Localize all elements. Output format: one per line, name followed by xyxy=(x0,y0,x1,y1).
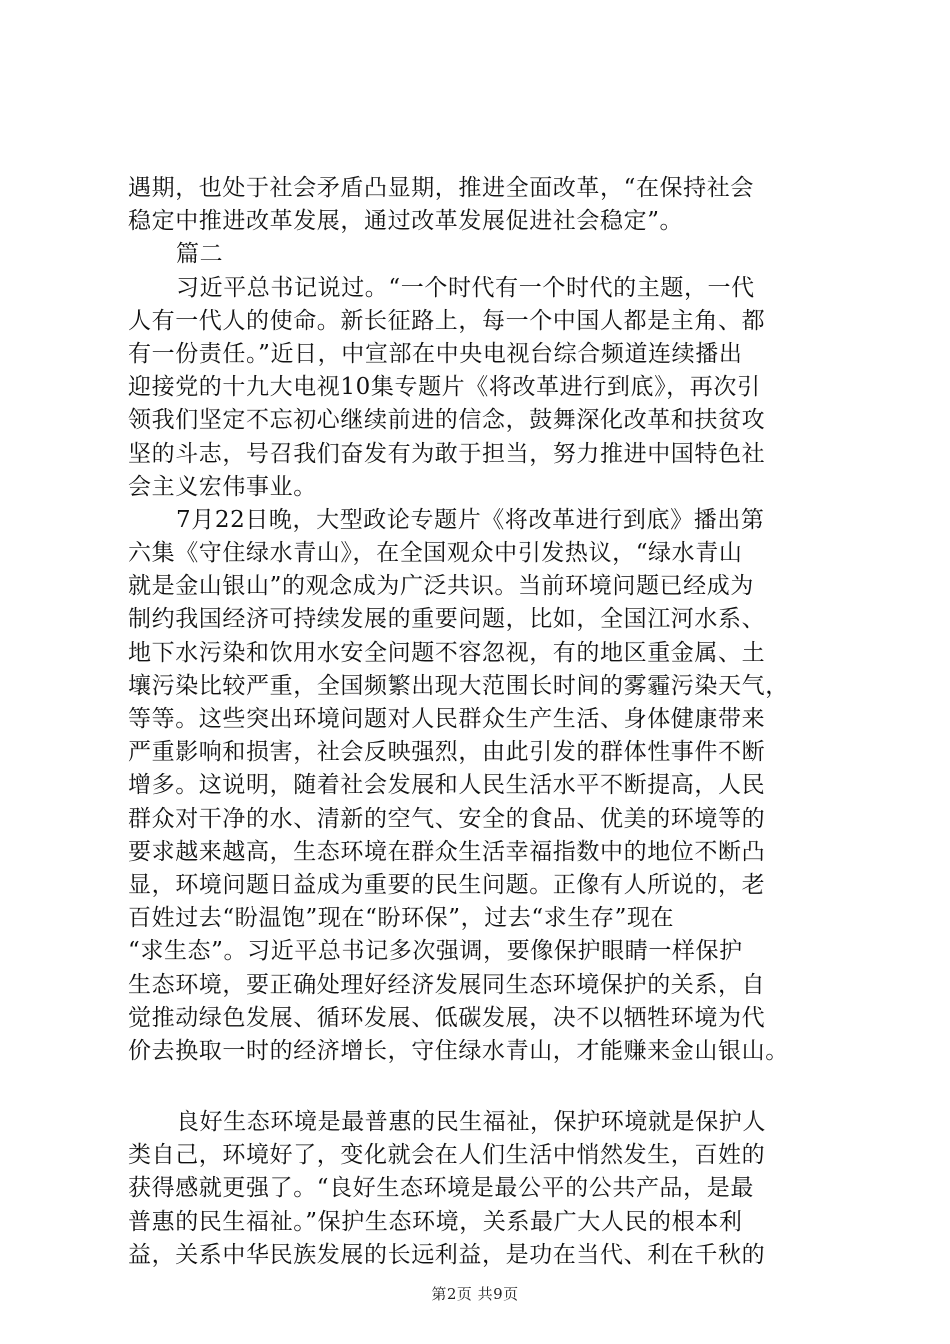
section-heading xyxy=(128,238,828,271)
text-line: 地下水污染和饮用水安全问题不容忽视，有的地区重金属、土 xyxy=(128,639,766,666)
text-line: 制约我国经济可持续发展的重要问题，比如，全国江河水系、 xyxy=(128,606,766,633)
text-line: “求生态”。习近平总书记多次强调，要像保护眼睛一样保护 xyxy=(128,938,743,965)
text-line: 稳定中推进改革发展，通过改革发展促进社会稳定”。 xyxy=(128,208,684,235)
text-line: 普惠的民生福祉。”保护生态环境，关系最广大人民的根本利 xyxy=(128,1208,743,1235)
text-line: 等等。这些突出环境问题对人民群众生产生活、身体健康带来 xyxy=(128,706,766,732)
paragraph xyxy=(128,272,828,504)
text-line: 百姓过去“盼温饱”现在“盼环保”，过去“求生存”现在 xyxy=(128,905,675,932)
paragraph xyxy=(128,504,828,1068)
text-line: 六集《守住绿水青山》，在全国观众中引发热议，“绿水青山 xyxy=(128,540,743,567)
text-line: 有一份责任。”近日，中宣部在中央电视台综合频道连续播出 xyxy=(128,340,743,367)
text-line: 篇二 xyxy=(176,241,224,268)
text-line: 遇期，也处于社会矛盾凸显期，推进全面改革，“在保持社会 xyxy=(128,175,754,201)
text-line: 获得感就更强了。“良好生态环境是最公平的公共产品，是最 xyxy=(128,1175,754,1202)
text-line: 壤污染比较严重，全国频繁出现大范围长时间的雾霾污染天气， xyxy=(128,672,789,699)
paragraph-gap xyxy=(128,1068,828,1106)
text-line: 7月22日晚，大型政论专题片《将改革进行到底》播出第 xyxy=(176,506,765,533)
text-line: 良好生态环境是最普惠的民生福祉，保护环境就是保护人 xyxy=(176,1109,766,1136)
page-footer: 第2页 共9页 xyxy=(431,1285,519,1303)
text-line: 要求越来越高，生态环境在群众生活幸福指数中的地位不断凸 xyxy=(128,838,766,865)
text-line: 严重影响和损害，社会反映强烈，由此引发的群体性事件不断 xyxy=(128,739,766,766)
text-line: 群众对干净的水、清新的空气、安全的食品、优美的环境等的 xyxy=(128,805,766,832)
text-line: 显，环境问题日益成为重要的民生问题。正像有人所说的，老 xyxy=(128,871,766,898)
text-line: 觉推动绿色发展、循环发展、低碳发展，决不以牺牲环境为代 xyxy=(128,1004,766,1031)
text-line: 类自己，环境好了，变化就会在人们生活中悄然发生，百姓的 xyxy=(128,1142,766,1169)
text-line: 生态环境，要正确处理好经济发展同生态环境保护的关系，自 xyxy=(128,971,766,998)
text-line: 坚的斗志，号召我们奋发有为敢于担当，努力推进中国特色社 xyxy=(128,440,766,467)
paragraph xyxy=(128,172,828,238)
text-line: 习近平总书记说过。“一个时代有一个时代的主题，一代 xyxy=(176,274,755,301)
text-line: 价去换取一时的经济增长，守住绿水青山，才能赚来金山银山。 xyxy=(128,1037,789,1064)
text-line: 领我们坚定不忘初心继续前进的信念，鼓舞深化改革和扶贫攻 xyxy=(128,407,766,434)
text-line: 增多。这说明，随着社会发展和人民生活水平不断提高，人民 xyxy=(128,772,766,799)
text-line: 人有一代人的使命。新长征路上，每一个中国人都是主角、都 xyxy=(128,307,766,334)
text-line: 会主义宏伟事业。 xyxy=(128,473,317,500)
document-body xyxy=(128,172,828,1272)
paragraph xyxy=(128,1106,828,1272)
text-line: 迎接党的十九大电视10集专题片《将改革进行到底》，再次引 xyxy=(128,374,761,401)
text-line: 就是金山银山”的观念成为广泛共识。当前环境问题已经成为 xyxy=(128,573,754,600)
text-line: 益，关系中华民族发展的长远利益，是功在当代、利在千秋的 xyxy=(128,1241,766,1268)
